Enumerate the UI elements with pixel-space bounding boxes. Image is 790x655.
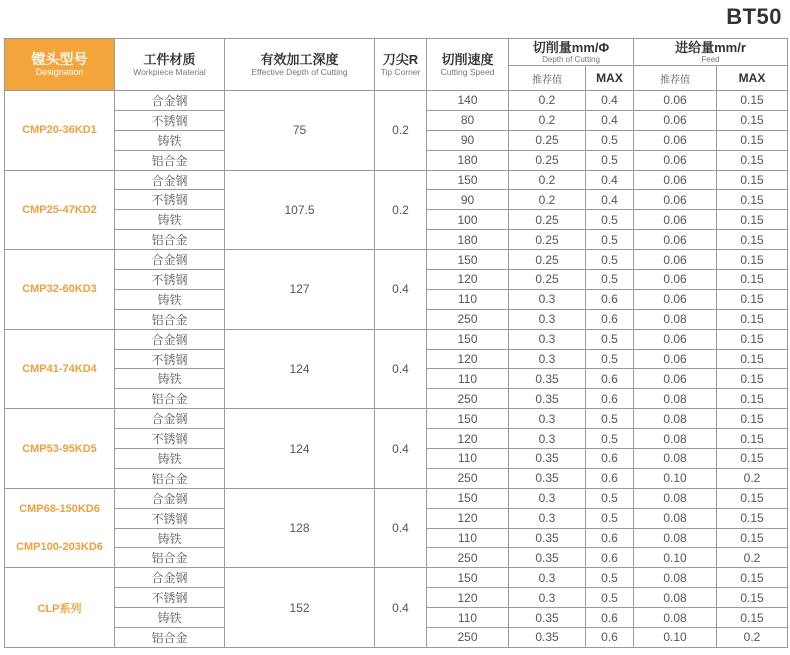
model-name: CMP53-95KD5: [22, 442, 97, 455]
tip-header: [375, 39, 427, 91]
model-cell: [5, 250, 115, 330]
speed-cell: 120: [427, 349, 509, 369]
depth-cell: 107.5: [225, 170, 375, 250]
doc-rec-cell: 0.3: [509, 289, 586, 309]
feed-rec-cell: 0.06: [634, 329, 717, 349]
speed-cell: 90: [427, 130, 509, 150]
tip-cell: 0.4: [375, 488, 427, 568]
doc-rec-cell: 0.35: [509, 608, 586, 628]
feed-rec-cell: 0.06: [634, 369, 717, 389]
designation-header: [5, 39, 115, 91]
feed-rec-cell: 0.10: [634, 628, 717, 648]
feed-max-cell: 0.15: [717, 289, 788, 309]
material-header: [115, 39, 225, 91]
material-cell: 不锈钢: [115, 508, 225, 528]
speed-cell: 250: [427, 628, 509, 648]
speed-cell: 110: [427, 369, 509, 389]
doc-rec-cell: 0.3: [509, 488, 586, 508]
material-cell: 铝合金: [115, 468, 225, 488]
doc-max-cell: 0.6: [586, 528, 634, 548]
feed-rec-cell: 0.08: [634, 429, 717, 449]
doc-rec-cell: 0.3: [509, 349, 586, 369]
depth-cell: 152: [225, 568, 375, 648]
doc-max-cell: 0.6: [586, 548, 634, 568]
doc-rec-cell: 0.35: [509, 528, 586, 548]
model-cell: [5, 568, 115, 648]
speed-cell: 90: [427, 190, 509, 210]
material-cell: 不锈钢: [115, 270, 225, 290]
speed-cell: 120: [427, 508, 509, 528]
speed-cell: 80: [427, 110, 509, 130]
model-cell: [5, 329, 115, 409]
doc-max-cell: 0.6: [586, 628, 634, 648]
material-cell: 不锈钢: [115, 190, 225, 210]
table-header: [5, 39, 788, 91]
doc-header-cn: 切削量mm/Φ: [532, 39, 610, 55]
material-cell: 铸铁: [115, 130, 225, 150]
doc-rec-cell: 0.3: [509, 329, 586, 349]
doc-max-cell: 0.5: [586, 230, 634, 250]
feed-max-cell: 0.15: [717, 150, 788, 170]
feed-rec-cell: 0.10: [634, 468, 717, 488]
doc-rec-cell: 0.25: [509, 210, 586, 230]
table-row: [5, 250, 788, 270]
designation-header-en: Designation: [35, 67, 84, 77]
tip-header-en: Tip Corner: [380, 67, 421, 77]
model-name: CMP41-74KD4: [22, 362, 97, 375]
feed-rec-cell: 0.08: [634, 409, 717, 429]
feed-max-cell: 0.15: [717, 508, 788, 528]
speed-cell: 150: [427, 568, 509, 588]
page-title: BT50: [726, 4, 782, 29]
feed-max-cell: 0.15: [717, 608, 788, 628]
material-cell: 铝合金: [115, 230, 225, 250]
feed-max-cell: 0.15: [717, 130, 788, 150]
depth-cell: 75: [225, 91, 375, 171]
speed-cell: 140: [427, 91, 509, 111]
doc-max-cell: 0.6: [586, 389, 634, 409]
feed-max-cell: 0.15: [717, 309, 788, 329]
speed-cell: 150: [427, 409, 509, 429]
feed-rec-cell: 0.06: [634, 170, 717, 190]
depth-header-cn: 有效加工深度: [260, 52, 339, 67]
doc-max-cell: 0.6: [586, 289, 634, 309]
feed-max-cell: 0.15: [717, 230, 788, 250]
table-body: [5, 91, 788, 648]
feed-max-cell: 0.15: [717, 349, 788, 369]
tip-header-cn: 刀尖R: [382, 52, 419, 67]
doc-max-cell: 0.5: [586, 508, 634, 528]
feed-max-cell: 0.15: [717, 329, 788, 349]
material-cell: 铝合金: [115, 150, 225, 170]
doc-max-cell: 0.4: [586, 110, 634, 130]
feed-header: [634, 39, 788, 66]
table-row: [5, 170, 788, 190]
depth-header: [225, 39, 375, 91]
feed-rec-cell: 0.08: [634, 608, 717, 628]
feed-rec-cell: 0.08: [634, 309, 717, 329]
speed-cell: 150: [427, 488, 509, 508]
doc-rec-cell: 0.2: [509, 91, 586, 111]
material-cell: 不锈钢: [115, 429, 225, 449]
feed-max-cell: 0.15: [717, 389, 788, 409]
tip-cell: 0.2: [375, 91, 427, 171]
model-cell: [5, 409, 115, 489]
doc-rec-cell: 0.25: [509, 130, 586, 150]
feed-max-cell: 0.15: [717, 528, 788, 548]
feed-rec-cell: 0.08: [634, 389, 717, 409]
doc-rec-cell: 0.3: [509, 309, 586, 329]
material-cell: 合金钢: [115, 409, 225, 429]
doc-max-cell: 0.6: [586, 309, 634, 329]
feed-recommended-header: 推荐值: [634, 66, 717, 91]
material-cell: 铝合金: [115, 389, 225, 409]
tip-cell: 0.4: [375, 409, 427, 489]
doc-max-cell: 0.6: [586, 369, 634, 389]
speed-cell: 250: [427, 548, 509, 568]
material-header-en: Workpiece Material: [133, 67, 206, 77]
doc-max-cell: 0.5: [586, 130, 634, 150]
feed-rec-cell: 0.08: [634, 488, 717, 508]
speed-cell: 250: [427, 468, 509, 488]
material-cell: 铸铁: [115, 289, 225, 309]
table-row: [5, 568, 788, 588]
material-cell: 铸铁: [115, 608, 225, 628]
doc-max-cell: 0.6: [586, 468, 634, 488]
feed-rec-cell: 0.06: [634, 91, 717, 111]
doc-rec-cell: 0.35: [509, 468, 586, 488]
doc-max-cell: 0.4: [586, 170, 634, 190]
feed-rec-cell: 0.06: [634, 190, 717, 210]
doc-max-cell: 0.5: [586, 210, 634, 230]
feed-header-en: Feed: [701, 54, 720, 64]
speed-header-cn: 切削速度: [441, 52, 494, 67]
model-name: CLP系列: [37, 602, 82, 615]
doc-max-cell: 0.5: [586, 150, 634, 170]
feed-max-header: MAX: [717, 66, 788, 91]
model-name: CMP25-47KD2: [22, 203, 97, 216]
feed-rec-cell: 0.08: [634, 449, 717, 469]
speed-cell: 150: [427, 250, 509, 270]
material-cell: 铝合金: [115, 628, 225, 648]
doc-rec-cell: 0.3: [509, 409, 586, 429]
doc-rec-cell: 0.25: [509, 250, 586, 270]
doc-max-cell: 0.5: [586, 349, 634, 369]
doc-max-cell: 0.5: [586, 250, 634, 270]
feed-rec-cell: 0.08: [634, 588, 717, 608]
speed-cell: 120: [427, 588, 509, 608]
doc-rec-cell: 0.3: [509, 508, 586, 528]
feed-rec-cell: 0.06: [634, 110, 717, 130]
depth-header-en: Effective Depth of Cutting: [251, 67, 348, 77]
doc-recommended-header: 推荐值: [509, 66, 586, 91]
tip-cell: 0.4: [375, 329, 427, 409]
material-cell: 合金钢: [115, 170, 225, 190]
doc-max-cell: 0.5: [586, 488, 634, 508]
speed-cell: 110: [427, 449, 509, 469]
designation-header-cn: 镗头型号: [31, 51, 88, 67]
tip-cell: 0.2: [375, 170, 427, 250]
depth-cell: 127: [225, 250, 375, 330]
doc-rec-cell: 0.2: [509, 170, 586, 190]
feed-max-cell: 0.2: [717, 548, 788, 568]
material-cell: 铸铁: [115, 449, 225, 469]
speed-cell: 120: [427, 270, 509, 290]
doc-max-cell: 0.4: [586, 190, 634, 210]
feed-rec-cell: 0.06: [634, 270, 717, 290]
feed-max-cell: 0.2: [717, 468, 788, 488]
doc-max-cell: 0.6: [586, 608, 634, 628]
material-cell: 铸铁: [115, 210, 225, 230]
feed-max-cell: 0.15: [717, 449, 788, 469]
speed-header: [427, 39, 509, 91]
feed-max-cell: 0.15: [717, 429, 788, 449]
doc-rec-cell: 0.3: [509, 568, 586, 588]
doc-rec-cell: 0.25: [509, 270, 586, 290]
model-name: CMP100-203KD6: [16, 540, 103, 553]
model-name: CMP32-60KD3: [22, 283, 97, 296]
table-row: [5, 329, 788, 349]
depth-cell: 128: [225, 488, 375, 568]
feed-rec-cell: 0.06: [634, 210, 717, 230]
feed-rec-cell: 0.08: [634, 508, 717, 528]
doc-rec-cell: 0.35: [509, 548, 586, 568]
speed-cell: 100: [427, 210, 509, 230]
feed-rec-cell: 0.06: [634, 250, 717, 270]
material-cell: 合金钢: [115, 568, 225, 588]
doc-rec-cell: 0.3: [509, 429, 586, 449]
speed-cell: 180: [427, 150, 509, 170]
speed-cell: 250: [427, 309, 509, 329]
doc-rec-cell: 0.3: [509, 588, 586, 608]
feed-rec-cell: 0.06: [634, 150, 717, 170]
doc-header: [509, 39, 634, 66]
model-name: CMP68-150KD6: [19, 503, 100, 516]
model-cell: [5, 170, 115, 250]
feed-max-cell: 0.15: [717, 270, 788, 290]
speed-cell: 120: [427, 429, 509, 449]
doc-rec-cell: 0.25: [509, 230, 586, 250]
doc-rec-cell: 0.35: [509, 449, 586, 469]
tip-cell: 0.4: [375, 568, 427, 648]
speed-cell: 110: [427, 289, 509, 309]
material-cell: 合金钢: [115, 488, 225, 508]
cutting-parameter-table: [4, 38, 788, 648]
speed-cell: 110: [427, 608, 509, 628]
feed-rec-cell: 0.06: [634, 130, 717, 150]
doc-rec-cell: 0.25: [509, 150, 586, 170]
feed-max-cell: 0.15: [717, 110, 788, 130]
feed-rec-cell: 0.06: [634, 230, 717, 250]
doc-max-cell: 0.5: [586, 270, 634, 290]
material-cell: 铝合金: [115, 548, 225, 568]
doc-max-cell: 0.4: [586, 91, 634, 111]
feed-header-cn: 进给量mm/r: [675, 39, 746, 55]
doc-max-header: MAX: [586, 66, 634, 91]
doc-rec-cell: 0.35: [509, 628, 586, 648]
feed-rec-cell: 0.10: [634, 548, 717, 568]
table-row: [5, 91, 788, 111]
model-cell: [5, 488, 115, 568]
feed-max-cell: 0.15: [717, 588, 788, 608]
doc-rec-cell: 0.2: [509, 190, 586, 210]
doc-rec-cell: 0.35: [509, 369, 586, 389]
speed-cell: 150: [427, 170, 509, 190]
speed-cell: 150: [427, 329, 509, 349]
doc-max-cell: 0.5: [586, 568, 634, 588]
material-cell: 不锈钢: [115, 588, 225, 608]
material-cell: 铸铁: [115, 369, 225, 389]
table-row: [5, 409, 788, 429]
feed-max-cell: 0.15: [717, 488, 788, 508]
doc-max-cell: 0.5: [586, 429, 634, 449]
speed-cell: 250: [427, 389, 509, 409]
speed-cell: 180: [427, 230, 509, 250]
doc-max-cell: 0.6: [586, 449, 634, 469]
feed-rec-cell: 0.08: [634, 528, 717, 548]
table-row: [5, 488, 788, 508]
material-cell: 合金钢: [115, 91, 225, 111]
feed-max-cell: 0.15: [717, 409, 788, 429]
material-cell: 铝合金: [115, 309, 225, 329]
feed-max-cell: 0.15: [717, 369, 788, 389]
doc-rec-cell: 0.35: [509, 389, 586, 409]
tip-cell: 0.4: [375, 250, 427, 330]
material-cell: 合金钢: [115, 329, 225, 349]
model-name: CMP20-36KD1: [22, 124, 97, 137]
speed-cell: 110: [427, 528, 509, 548]
feed-max-cell: 0.15: [717, 190, 788, 210]
material-cell: 合金钢: [115, 250, 225, 270]
feed-max-cell: 0.2: [717, 628, 788, 648]
doc-header-en: Depth of Cutting: [542, 54, 600, 64]
feed-rec-cell: 0.06: [634, 349, 717, 369]
parameter-table-container: [4, 38, 787, 648]
speed-header-en: Cutting Speed: [440, 67, 495, 77]
depth-cell: 124: [225, 329, 375, 409]
feed-max-cell: 0.15: [717, 91, 788, 111]
feed-max-cell: 0.15: [717, 568, 788, 588]
material-cell: 不锈钢: [115, 349, 225, 369]
doc-max-cell: 0.5: [586, 588, 634, 608]
doc-max-cell: 0.5: [586, 409, 634, 429]
doc-max-cell: 0.5: [586, 329, 634, 349]
model-cell: [5, 91, 115, 171]
feed-max-cell: 0.15: [717, 170, 788, 190]
feed-rec-cell: 0.08: [634, 568, 717, 588]
feed-rec-cell: 0.06: [634, 289, 717, 309]
material-cell: 铸铁: [115, 528, 225, 548]
depth-cell: 124: [225, 409, 375, 489]
material-cell: 不锈钢: [115, 110, 225, 130]
material-header-cn: 工件材质: [143, 52, 196, 67]
feed-max-cell: 0.15: [717, 210, 788, 230]
doc-rec-cell: 0.2: [509, 110, 586, 130]
feed-max-cell: 0.15: [717, 250, 788, 270]
